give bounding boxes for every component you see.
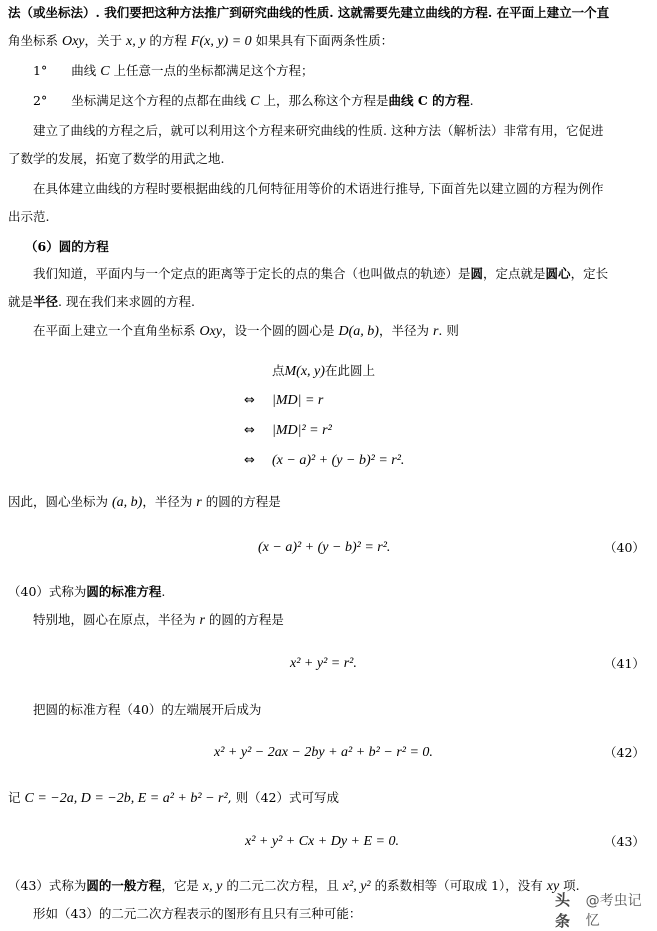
watermark-logo: 头条 xyxy=(555,891,571,930)
equation-41: x² + y² = r². xyxy=(290,656,357,671)
text-line-1: 法（或坐标法）. 我们要把这种方法推广到研究曲线的性质. 这就需要先建立曲线的方程. 在平面上建立一个直 xyxy=(8,5,610,20)
text-line-5: 建立了曲线的方程之后，就可以利用这个方程来研究曲线的性质. 这种方法（解析法）非常有用，它促进 xyxy=(33,123,604,138)
equation-number-43: （43） xyxy=(604,834,645,849)
equation-number-41: （41） xyxy=(604,656,645,671)
iff-symbol: ⇔ xyxy=(244,393,255,408)
section-heading: （6）圆的方程 xyxy=(25,239,109,254)
equation-42: x² + y² − 2ax − 2by + a² + b² − r² = 0. xyxy=(214,745,433,760)
derivation-step-3: |MD|² = r² xyxy=(272,423,332,438)
equation-number-40: （40） xyxy=(604,540,645,555)
iff-symbol: ⇔ xyxy=(244,423,255,438)
text-line-15: 把圆的标准方程（40）的左端展开后成为 xyxy=(33,702,262,717)
text-line-16: 记 C = −2a, D = −2b, E = a² + b² − r², 则（42）式可写成 xyxy=(8,790,340,806)
property-1: 1° 曲线 C 上任意一点的坐标都满足这个方程； xyxy=(33,63,314,79)
text-line-18: 形如（43）的二元二次方程表示的图形有且只有三种可能： xyxy=(33,906,362,921)
text-line-8: 出示范. xyxy=(8,209,50,224)
derivation-step-4: (x − a)² + (y − b)² = r². xyxy=(272,453,405,468)
equation-43: x² + y² + Cx + Dy + E = 0. xyxy=(245,834,399,849)
watermark-handle: @考虫记忆 xyxy=(585,893,642,929)
equation-number-42: （42） xyxy=(604,745,645,760)
text-line-11: 在平面上建立一个直角坐标系 Oxy，设一个圆的圆心是 D(a, b)，半径为 r. 则 xyxy=(33,323,459,339)
text-line-7: 在具体建立曲线的方程时要根据曲线的几何特征用等价的术语进行推导, 下面首先以建立圆的方程为例作 xyxy=(33,181,604,196)
watermark xyxy=(555,891,650,930)
text-line-14: 特别地，圆心在原点，半径为 r 的圆的方程是 xyxy=(33,612,284,628)
text-line-2: 角坐标系 Oxy，关于 x, y 的方程 F(x, y) = 0 如果具有下面两条性质： xyxy=(8,33,394,49)
text-line-6: 了数学的发展，拓宽了数学的用武之地. xyxy=(8,151,225,166)
text-line-12: 因此，圆心坐标为 (a, b)，半径为 r 的圆的方程是 xyxy=(8,494,281,510)
iff-symbol: ⇔ xyxy=(244,453,255,468)
equation-40: (x − a)² + (y − b)² = r². xyxy=(258,540,391,555)
text-line-17: （43）式称为圆的一般方程，它是 x, y 的二元二次方程，且 x², y² 的系数相等（可取成 1），没有 xy 项. xyxy=(8,878,580,894)
derivation-step-1: 点M(x, y)在此圆上 xyxy=(272,363,375,379)
text-line-13: （40）式称为圆的标准方程. xyxy=(8,584,166,599)
text-line-10: 就是半径. 现在我们来求圆的方程. xyxy=(8,294,195,309)
derivation-step-2: |MD| = r xyxy=(272,393,324,408)
text-line-9: 我们知道，平面内与一个定点的距离等于定长的点的集合（也叫做点的轨迹）是圆，定点就是圆心，定长 xyxy=(33,266,609,281)
property-2: 2° 坐标满足这个方程的点都在曲线 C 上，那么称这个方程是曲线 C 的方程. xyxy=(33,93,474,109)
